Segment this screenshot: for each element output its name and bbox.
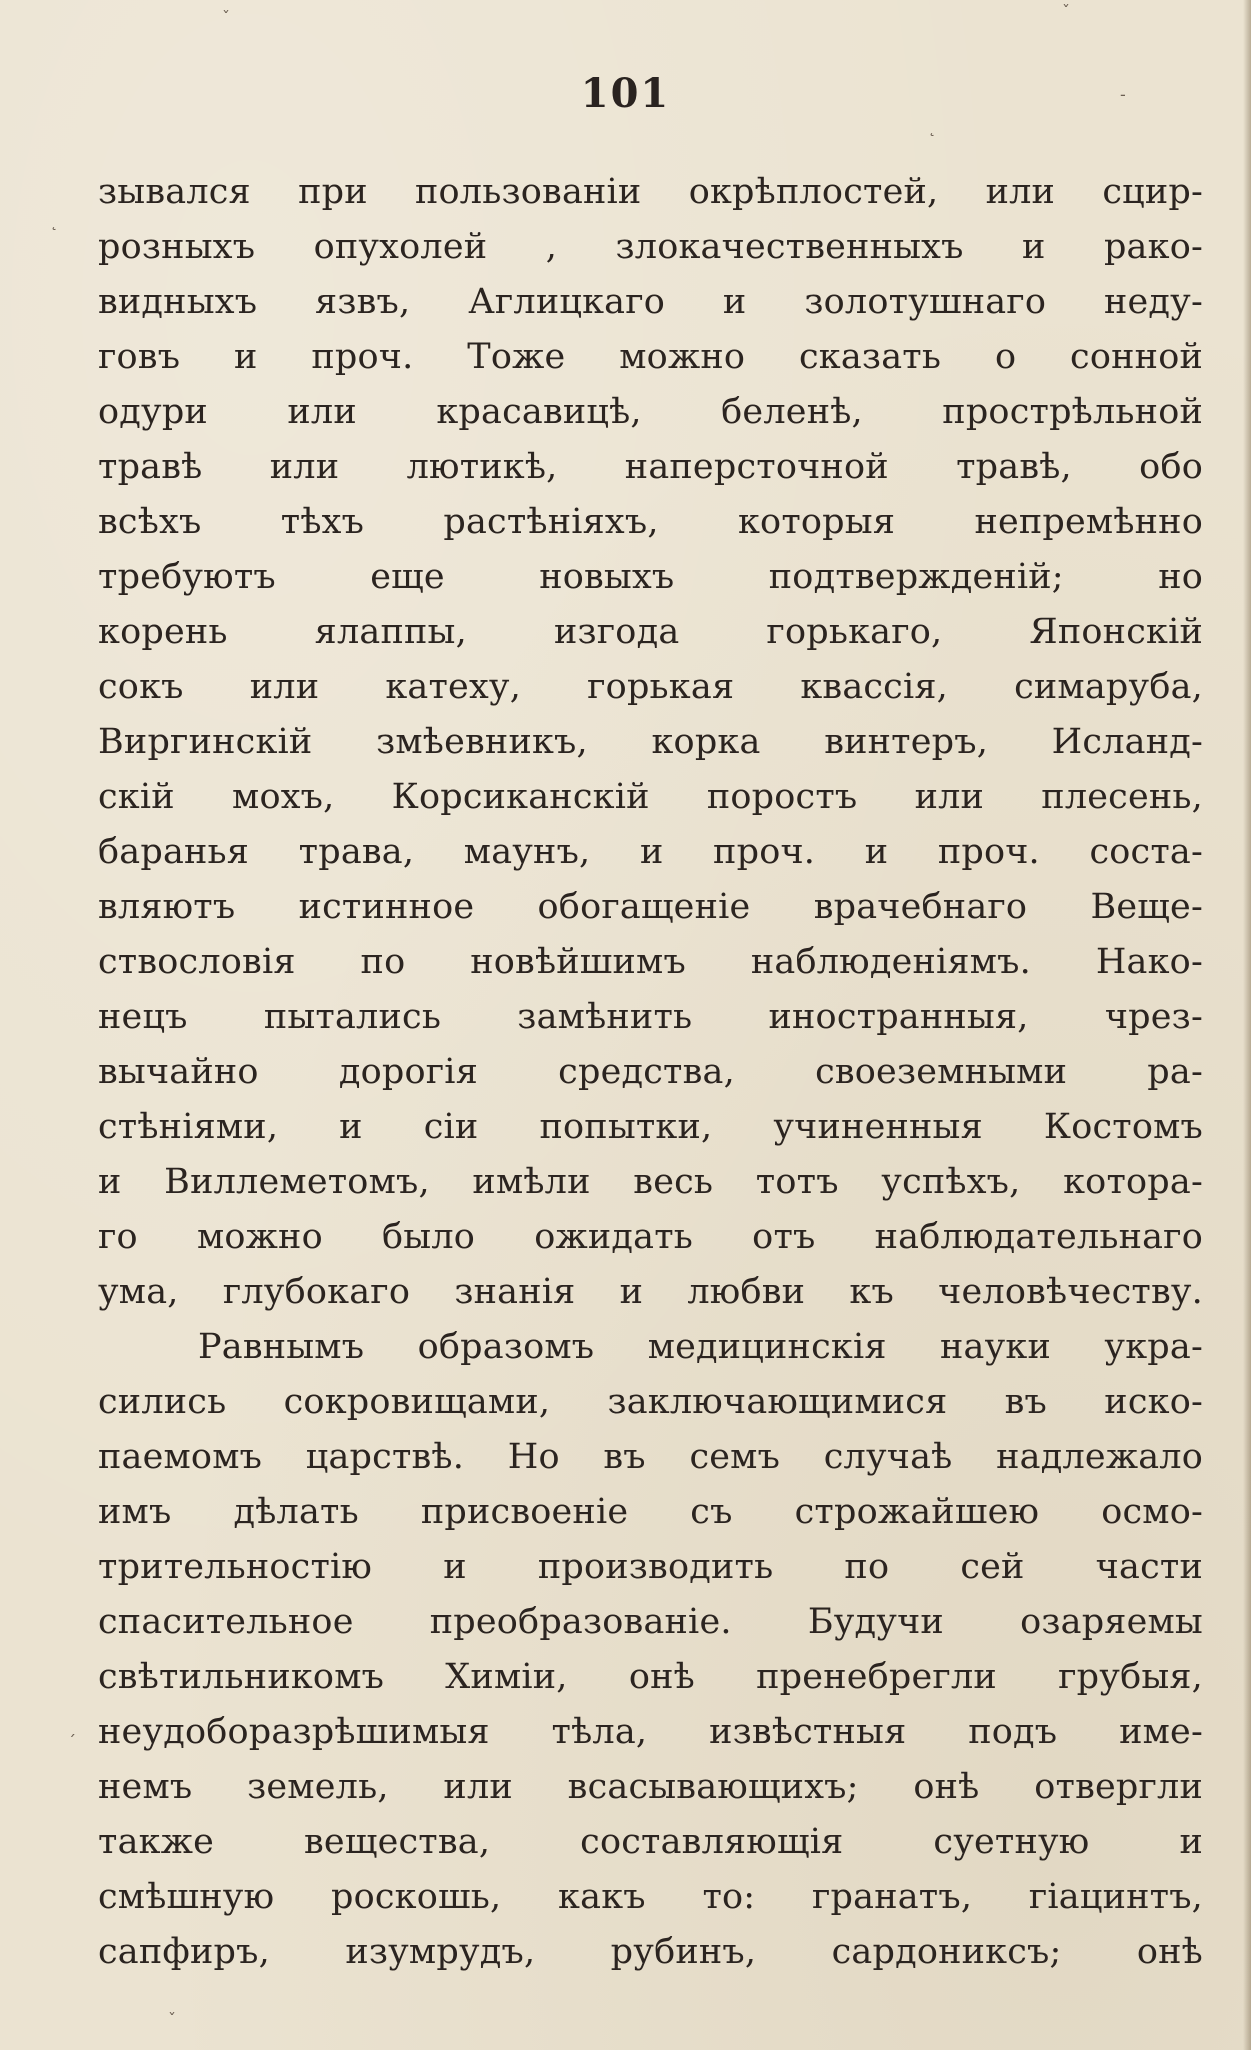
paper-speck: ˇ (168, 2010, 176, 2029)
text-line: также вещества, составляющія суетную и (98, 1822, 1203, 1862)
text-line: го можно было ожидать отъ наблюдательнаго (98, 1217, 1203, 1257)
text-line: вляютъ истинное обогащеніе врачебнаго Веще- (98, 887, 1203, 927)
text-line: свѣтильникомъ Химіи, онѣ пренебрегли грубыя, (98, 1657, 1203, 1697)
paper-speck: ˏ (68, 1718, 76, 1737)
text-line: неудоборазрѣшимыя тѣла, извѣстныя подъ име- (98, 1712, 1203, 1752)
text-line: зывался при пользованіи окрѣплостей, или сцир- (98, 172, 1203, 212)
text-line: всѣхъ тѣхъ растѣніяхъ, которыя непремѣнно (98, 502, 1203, 542)
text-line: говъ и проч. Тоже можно сказать о сонной (98, 337, 1203, 377)
text-line: трительностію и производить по сей части (98, 1547, 1203, 1587)
text-line: баранья трава, маунъ, и проч. и проч. соста- (98, 832, 1203, 872)
text-line: спасительное преобразованіе. Будучи озаряемы (98, 1602, 1203, 1642)
text-line: требуютъ еще новыхъ подтвержденій; но (98, 557, 1203, 597)
text-line: ума, глубокаго знанія и любви къ человѣчеству. (98, 1272, 1203, 1312)
text-line: ствословія по новѣйшимъ наблюденіямъ. Нако- (98, 942, 1203, 982)
text-line: одури или красавицѣ, беленѣ, прострѣльной (98, 392, 1203, 432)
text-line: сапфиръ, изумрудъ, рубинъ, сардониксъ; онѣ (98, 1932, 1203, 1972)
text-line: Виргинскій змѣевникъ, корка винтеръ, Исланд- (98, 722, 1203, 762)
paragraph-first-line: Равнымъ образомъ медицинскія науки укра- (198, 1327, 1203, 1367)
text-line: немъ земель, или всасывающихъ; онѣ отвергли (98, 1767, 1203, 1807)
text-line: смѣшную роскошь, какъ то: гранатъ, гіацинтъ, (98, 1877, 1203, 1917)
text-line: имъ дѣлать присвоеніе съ строжайшею осмо- (98, 1492, 1203, 1532)
text-line: нецъ пытались замѣнить иностранныя, чрез- (98, 997, 1203, 1037)
page-number: 101 (580, 70, 671, 117)
text-line: видныхъ язвъ, Аглицкаго и золотушнаго неду- (98, 282, 1203, 322)
text-line: корень ялаппы, изгода горькаго, Японскій (98, 612, 1203, 652)
text-line: стѣніями, и сіи попытки, учиненныя Костомъ (98, 1107, 1203, 1147)
paper-speck: ˛ (50, 212, 58, 231)
page-edge-shadow (1243, 0, 1251, 2050)
text-line: сокъ или катеху, горькая квассія, симаруба, (98, 667, 1203, 707)
text-line: вычайно дорогія средства, своеземными ра- (98, 1052, 1203, 1092)
paper-speck: ˇ (1062, 2, 1070, 21)
paper-speck: ˛ (928, 118, 936, 137)
text-line: скій мохъ, Корсиканскій поростъ или плесень, (98, 777, 1203, 817)
text-line: паемомъ царствѣ. Но въ семъ случаѣ надлежало (98, 1437, 1203, 1477)
text-line: и Виллеметомъ, имѣли весь тотъ успѣхъ, котора- (98, 1162, 1203, 1202)
text-line: травѣ или лютикѣ, наперсточной травѣ, обо (98, 447, 1203, 487)
text-line: сились сокровищами, заключающимися въ иско- (98, 1382, 1203, 1422)
paper-speck: - (1120, 85, 1126, 104)
body-text (98, 165, 1203, 1980)
paper-speck: ˇ (222, 8, 230, 27)
text-line: розныхъ опухолей , злокачественныхъ и рако- (98, 227, 1203, 267)
